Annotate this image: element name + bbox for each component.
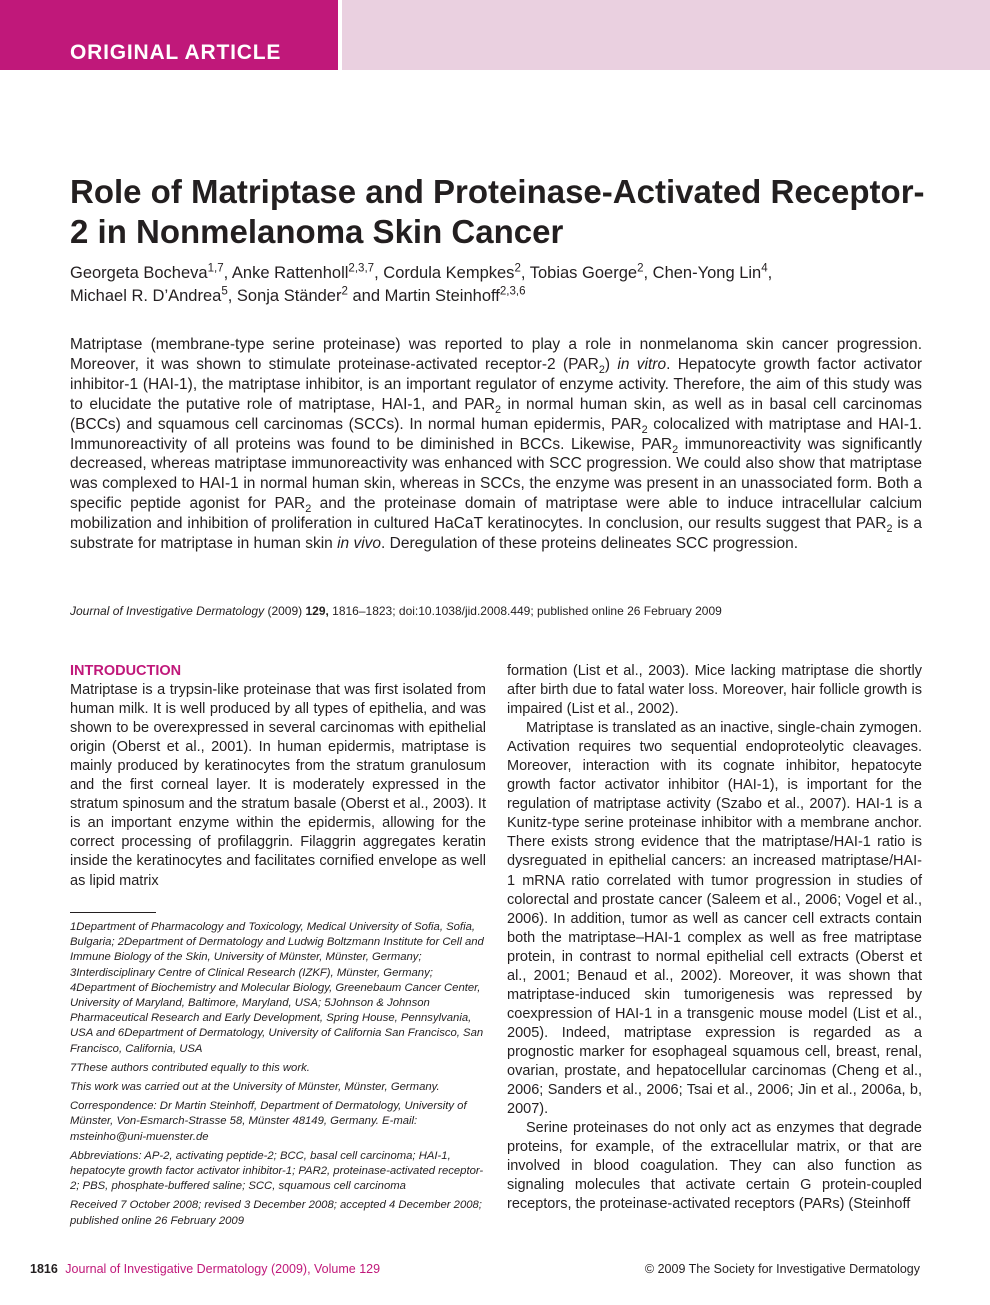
intro-paragraph: formation (List et al., 2003). Mice lacking matriptase die shortly after birth due to fatal water loss. Moreover, hair follicle growth is impaired (List et al., 2002). [507, 663, 922, 718]
citation-line: Journal of Investigative Dermatology (2009) 129, 1816–1823; doi:10.1038/jid.2008.449; published online 26 February 2009 [70, 604, 722, 618]
intro-paragraph: Matriptase is translated as an inactive, single-chain zymogen. Activation requires two sequential endoproteolytic cleavages. Moreover, interaction with its cognate inhibitor, hepatocyte growth factor activator inhibitor (HAI-1), is important for the regulation of matriptase activity (Szabo et al., 2007). HAI-1 is a Kunitz-type serine proteinase inhibitor with a membrane anchor. There exists strong evidence that the matriptase/HAI-1 ratio is dysreguated in epithelial cancers: an increased matriptase/HAI-1 mRNA ratio correlated with tumor progression in studies of colorectal and prostate cancer (Saleem et al., 2006; Vogel et al., 2006). In addition, tumor as well as cancer cell extracts contain both the matriptase–HAI-1 complex as well as free matriptase protein, in contrast to normal epithelial cell extracts (Oberst et al., 2001; Benaud et al., 2002). Moreover, it was shown that matriptase-induced skin tumorigenesis was repressed by coexpression of HAI-1 in a transgenic mouse model (List et al., 2005). Indeed, matriptase expression is regarded as a prognostic marker for esophageal squamous cell, breast, renal, ovarian, prostate, and hepatocellular carcinomas (Cheng et al., 2006; Sanders et al., 2006; Tsai et al., 2006; Jin et al., 2006a, b, 2007). [507, 720, 922, 1118]
institution-note: This work was carried out at the University of Münster, Münster, Germany. [70, 1081, 440, 1094]
journal-volume: Journal of Investigative Dermatology (2009), Volume 129 [65, 1262, 381, 1276]
footnote-divider [70, 912, 156, 913]
abstract: Matriptase (membrane-type serine proteinase) was reported to play a role in nonmelanoma skin cancer progression. Moreover, it was shown to stimulate proteinase-activated receptor-2 $(PAR_2)$ in vitro. Hepatocyte growth factor activator inhibitor-1 (HAI-1), the matriptase inhibitor, is an important regulator of enzyme activity. Therefore, the aim of this study was to elucidate the putative role of matriptase, HAI-1, and $PAR_2$ in normal human skin, as well as in basal cell carcinomas (BCCs) and squamous cell carcinomas (SCCs). In normal human epidermis, $PAR_2$ colocalized with matriptase and HAI-1. Immunoreactivity of all proteins was found to be diminished in BCCs. Likewise, $PAR_2$ immunoreactivity was significantly decreased, whereas matriptase immunoreactivity was enhanced with SCC progression. We could also show that matriptase was complexed to HAI-1 in normal human skin, whereas in SCCs, the enzyme was present in an unassociated form. Both a specific peptide agonist for $PAR_2$ and the proteinase domain of matriptase were able to induce intracellular calcium mobilization and inhibition of proliferation in cultured HaCaT keratinocytes. In conclusion, our results suggest that $PAR_2$ is a substrate for matriptase in human skin in vivo. Deregulation of these proteins delineates SCC progression. [70, 336, 923, 553]
correspondence: Correspondence: Dr Martin Steinhoff, Department of Dermatology, University of Münster, Von-Esmarch-Strasse 58, Münster 48149, Germany. E-mail: msteinho@uni-muenster.de [70, 1100, 467, 1143]
section-heading-introduction: INTRODUCTION [70, 663, 182, 679]
right-column [507, 662, 922, 1214]
author: Tobias Goerge$^2$ [529, 262, 644, 282]
author: Sonja Ständer$^2$ [236, 285, 348, 305]
author: Georgeta Bocheva$^{1,7}$ [70, 262, 224, 282]
author: Chen-Yong Lin$^4$ [652, 262, 768, 282]
received-dates: Received 7 October 2008; revised 3 December 2008; accepted 4 December 2008; published online 26 February 2009 [70, 1199, 482, 1227]
article-type-label: ORIGINAL ARTICLE [70, 41, 282, 64]
equal-contribution-note: 7These authors contributed equally to this work. [70, 1061, 310, 1074]
page-number: 1816 [30, 1262, 58, 1276]
footnotes [70, 920, 486, 1233]
abbreviations: Abbreviations: AP-2, activating peptide-2; BCC, basal cell carcinoma; HAI-1, hepatocyte growth factor activator inhibitor-1; PAR2, proteinase-activated receptor-2; PBS, phosphate-buffered saline; SCC, squamous cell carcinoma [70, 1149, 484, 1193]
author: Cordula Kempkes$^2$ [383, 262, 521, 282]
intro-paragraph: Serine proteinases do not only act as enzymes that degrade proteins, for example, of the extracellular matrix, or that are involved in blood coagulation. They can also function as signaling molecules that activate certain G protein-coupled receptors, the proteinase-activated receptors (PARs) (Steinhoff [507, 1120, 922, 1213]
author: Anke Rattenholl$^{2,3,7}$ [231, 262, 375, 282]
affiliations: 1Department of Pharmacology and Toxicology, Medical University of Sofia, Sofia, Bulgaria; 2Department of Dermatology and Ludwig Boltzmann Institute for Cell and Immune Biology of the Skin, University of Münster, Münster, Germany; 3Interdisciplinary Centre of Clinical Research (IZKF), Münster, Germany; 4Department of Biochemistry and Molecular Biology, Greenebaum Cancer Center, University of Maryland, Baltimore, Maryland, USA; 5Johnson & Johnson Pharmaceutical Research and Early Development, Spring House, Pennsylvania, USA and 6Department of Dermatology, University of California San Francisco, San Francisco, California, USA [70, 921, 484, 1055]
article-title: Role of Matriptase and Proteinase-Activated Receptor-2 in Nonmelanoma Skin Cancer [70, 173, 925, 250]
header-banner-secondary [342, 0, 990, 70]
copyright-notice: © 2009 The Society for Investigative Dermatology [644, 1262, 920, 1276]
page-footer-left [30, 1262, 380, 1276]
author-list: Georgeta Bocheva$^{1,7}$, Anke Rattenholl$^{2,3,7}$, Cordula Kempkes$^2$, Tobias Goerge$^2$, Chen-Yong Lin$^4$, Michael R. D’Andrea$^5$, Sonja Ständer$^2$ and Martin Steinhoff$^{2,3,6}$ [70, 262, 773, 305]
left-column [70, 662, 486, 891]
author: Michael R. D’Andrea$^5$ [70, 285, 228, 305]
author: Martin Steinhoff$^{2,3,6}$ [384, 285, 526, 305]
intro-paragraph: Matriptase is a trypsin-like proteinase that was first isolated from human milk. It is well produced by all types of epithelia, and was shown to be overexpressed in several carcinomas with epithelial origin (Oberst et al., 2001). In human epidermis, matriptase is mainly produced by keratinocytes from the stratum granulosum and the first corneal layer. It is moderately expressed in the stratum spinosum and the stratum basale (Oberst et al., 2003). It is an important enzyme within the epidermis, allowing for the correct processing of profilaggrin. Filaggrin aggregates keratin inside the keratinocytes and facilitates cornified envelope as well as lipid matrix [70, 682, 486, 889]
